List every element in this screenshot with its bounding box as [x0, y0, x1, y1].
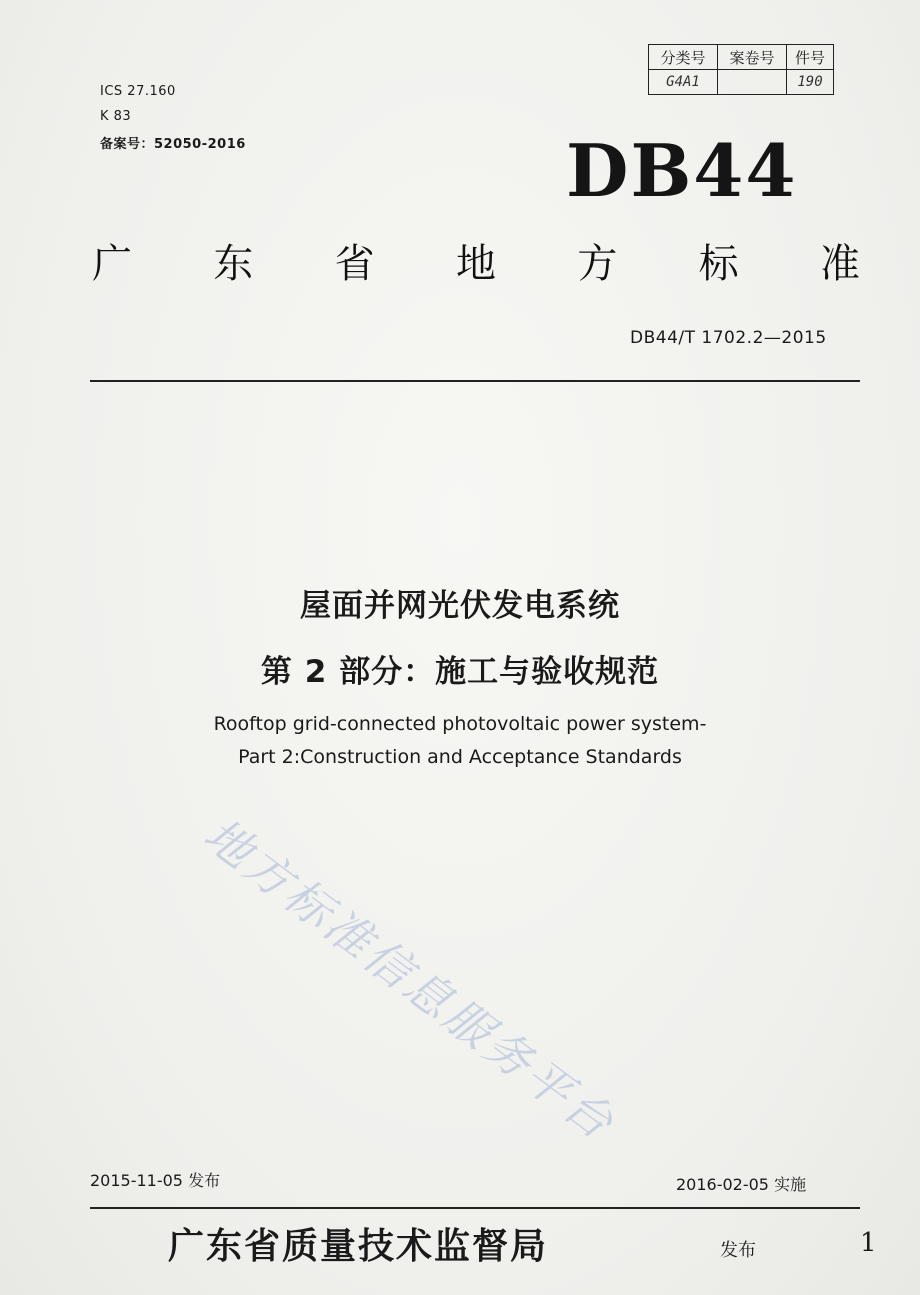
standard-type-char: 地	[455, 241, 496, 287]
filing-header-item: 件号	[787, 45, 834, 70]
standard-type-char: 广	[92, 241, 132, 287]
standard-type-char: 东	[213, 241, 254, 287]
standard-type-char: 准	[819, 241, 860, 287]
publisher-name: 广东省质量技术监督局	[168, 1225, 549, 1267]
effective-date: 2016-02-05 实施	[676, 1175, 807, 1194]
filing-header-category: 分类号	[649, 45, 718, 70]
title-english-line2: Part 2:Construction and Acceptance Standards	[238, 746, 682, 768]
filing-stamp-table	[648, 44, 834, 95]
title-chinese-line1: 屋面并网光伏发电系统	[300, 588, 620, 624]
watermark: 地方标准信息服务平台	[194, 807, 626, 1152]
standard-type-char: 省	[334, 241, 375, 287]
standard-code-logo: DB44	[566, 128, 798, 213]
page-number: 1	[860, 1228, 877, 1258]
top-divider	[90, 380, 860, 382]
filing-value-item: 190	[787, 70, 834, 95]
record-number: 备案号：52050-2016	[100, 137, 246, 152]
issue-date: 2015-11-05 发布	[90, 1171, 221, 1190]
bottom-divider	[90, 1207, 860, 1209]
ics-code: ICS 27.160	[100, 84, 176, 99]
filing-value-file	[718, 70, 787, 95]
title-chinese-line2: 第 2 部分：施工与验收规范	[260, 654, 660, 690]
standard-number: DB44/T 1702.2—2015	[630, 328, 827, 348]
filing-header-file: 案卷号	[718, 45, 787, 70]
standard-type-char: 标	[698, 241, 739, 287]
standard-type-char: 方	[577, 241, 618, 287]
title-english-line1: Rooftop grid-connected photovoltaic power system-	[213, 713, 707, 735]
filing-value-category: G4A1	[649, 70, 718, 95]
category-code: K 83	[100, 109, 132, 124]
publish-label: 发布	[720, 1240, 756, 1261]
standard-type-heading	[92, 232, 860, 289]
